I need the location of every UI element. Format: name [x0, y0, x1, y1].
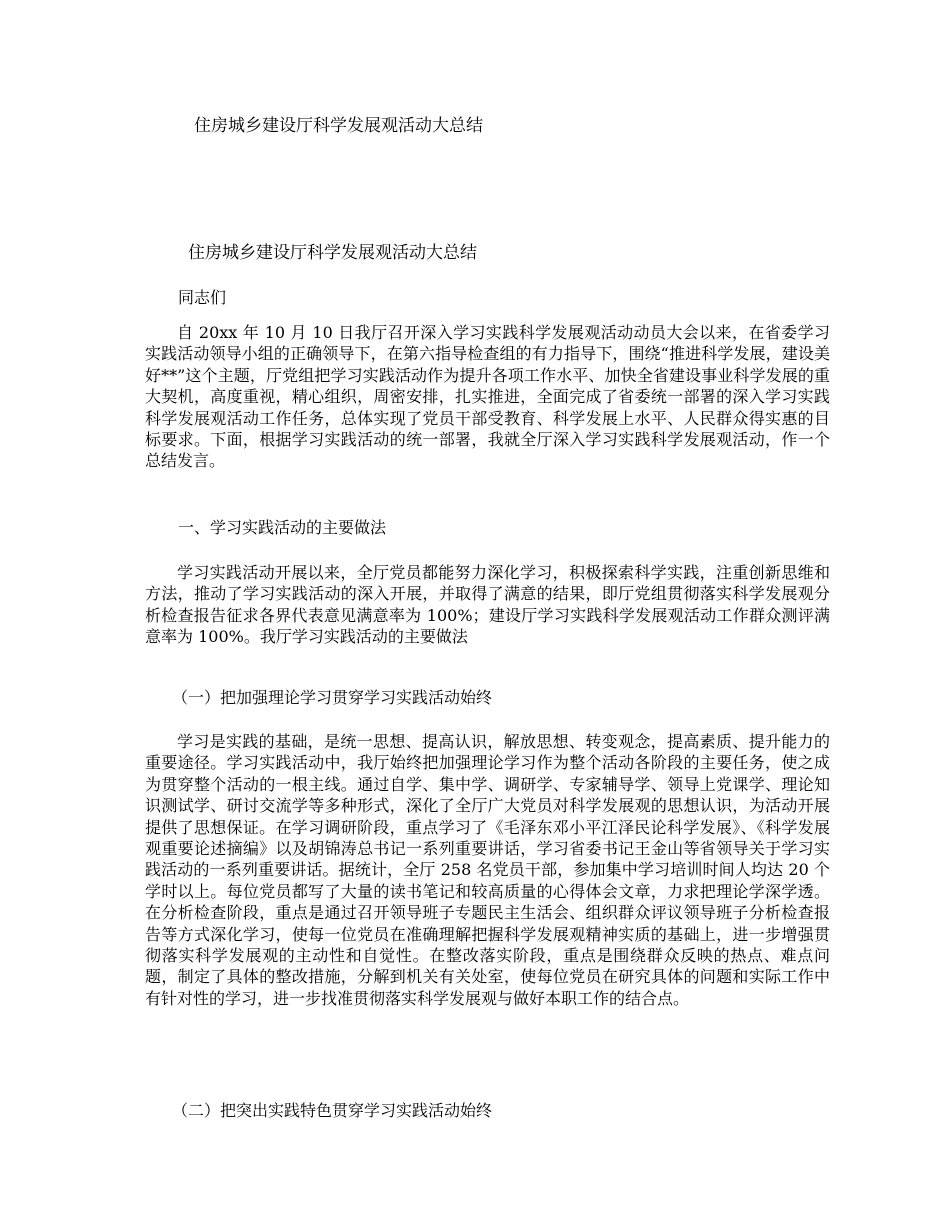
subsection-heading-2: （二）把突出实践特色贯穿学习实践活动始终 [172, 1101, 493, 1120]
header-title: 住房城乡建设厅科学发展观活动大总结 [194, 116, 483, 136]
section-heading-1: 一、学习实践活动的主要做法 [178, 518, 387, 537]
subsection-paragraph-1: 学习是实践的基础，是统一思想、提高认识，解放思想、转变观念，提高素质、提升能力的重要途径。学习实践活动中，我厅始终把加强理论学习作为整个活动各阶段的主要任务，使之成为贯穿整个活动的一根主线。通过自学、集中学、调研学、专家辅导学、领导上党课学、理论知识测试学、研讨交流学等多种形式，深化了全厅广大党员对科学发展观的思想认识，为活动开展提供了思想保证。在学习调研阶段，重点学习了《毛泽东邓小平江泽民论科学发展》、《科学发展观重要论述摘编》以及胡锦涛总书记一系列重要讲话，学习省委书记王金山等省领导关于学习实践活动的一系列重要讲话。据统计，全厅 258 名党员干部，参加集中学习培训时间人均达 20 个学时以上。每位党员都写了大量的读书笔记和较高质量的心得体会文章，力求把理论学深学透。在分析检查阶段，重点是通过召开领导班子专题民主生活会、组织群众评议领导班子分析检查报告等方式深化学习，使每一位党员在准确理解把握科学发展观精神实质的基础上，进一步增强贯彻落实科学发展观的主动性和自觉性。在整改落实阶段，重点是围绕群众反映的热点、难点问题，制定了具体的整改措施，分解到机关有关处室，使每位党员在研究具体的问题和实际工作中有针对性的学习，进一步找准贯彻落实科学发展观与做好本职工作的结合点。 [145, 732, 830, 1008]
section-paragraph-1: 学习实践活动开展以来，全厅党员都能努力深化学习，积极探索科学实践，注重创新思维和方法，推动了学习实践活动的深入开展，并取得了满意的结果，即厅党组贯彻落实科学发展观分析检查报告征求各界代表意见满意率为 100%；建设厅学习实践科学发展观活动工作群众测评满意率为 100%。我厅学习实践活动的主要做法 [145, 563, 830, 647]
document-title: 住房城乡建设厅科学发展观活动大总结 [188, 243, 477, 263]
subsection-heading-1: （一）把加强理论学习贯穿学习实践活动始终 [172, 688, 493, 707]
intro-paragraph: 自 20xx 年 10 月 10 日我厅召开深入学习实践科学发展观活动动员大会以来，在省委学习实践活动领导小组的正确领导下，在第六指导检查组的有力指导下，围绕“推进科学发展，建设美好**”这个主题，厅党组把学习实践活动作为提升各项工作水平、加快全省建设事业科学发展的重大契机，高度重视，精心组织，周密安排，扎实推进，全面完成了省委统一部署的深入学习实践科学发展观活动工作任务，总体实现了党员干部受教育、科学发展上水平、人民群众得实惠的目标要求。下面，根据学习实践活动的统一部署，我就全厅深入学习实践科学发展观活动，作一个总结发言。 [145, 323, 830, 471]
salutation: 同志们 [178, 288, 227, 307]
